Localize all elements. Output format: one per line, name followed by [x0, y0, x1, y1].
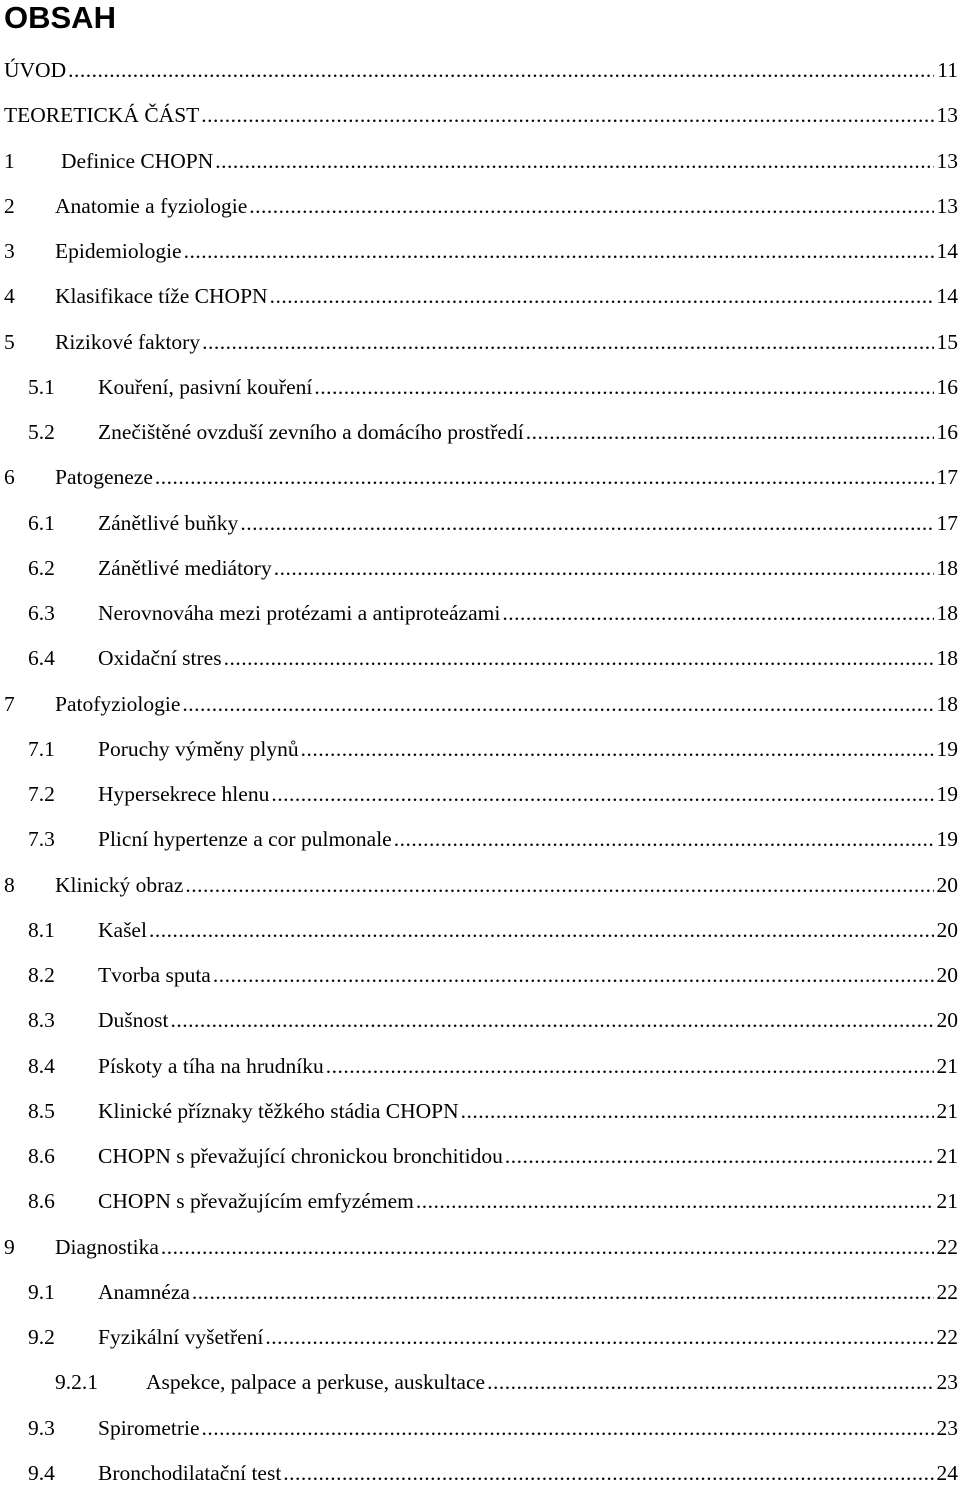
- toc-entry-line: [98, 827, 958, 852]
- toc-dot-leader: [184, 239, 934, 264]
- toc-dot-leader: [161, 1235, 934, 1260]
- toc-entry-page-number: 21: [936, 1098, 958, 1123]
- toc-entry-title[interactable]: Spirometrie: [98, 1415, 200, 1440]
- toc-entry-number: 9: [4, 1234, 15, 1259]
- toc-entry-number: 6.3: [28, 601, 55, 625]
- toc-entry-number: 5.2: [28, 420, 55, 444]
- toc-entry-line: [55, 465, 958, 490]
- toc-entry-number: 3: [4, 239, 15, 263]
- toc-dot-leader: [461, 1099, 934, 1124]
- toc-entry-title[interactable]: Hypersekrece hlenu: [98, 782, 270, 806]
- toc-entry-number: 2: [4, 193, 15, 218]
- toc-entry-title[interactable]: Plicní hypertenze a cor pulmonale: [98, 827, 392, 852]
- toc-entry-page-number: 19: [936, 782, 958, 806]
- toc-entry-number: 6: [4, 465, 15, 490]
- toc-entry-line: [98, 737, 958, 762]
- toc-dot-leader: [201, 103, 933, 128]
- toc-entry[interactable]: [0, 50, 960, 95]
- toc-entry[interactable]: [0, 638, 960, 683]
- toc-entry-page-number: 20: [936, 872, 958, 897]
- toc-entry-line: [98, 1325, 958, 1350]
- toc-entry-page-number: 17: [936, 465, 958, 490]
- toc-entry-number: 1: [4, 148, 15, 173]
- toc-entry-title[interactable]: Dušnost: [98, 1008, 169, 1033]
- toc-entry-title[interactable]: Anamnéza: [98, 1279, 190, 1304]
- toc-entry-line: [98, 1416, 958, 1441]
- toc-entry-line: [98, 1280, 958, 1305]
- toc-entry-line: [98, 511, 958, 536]
- toc-entry[interactable]: [0, 412, 960, 457]
- toc-entry-page-number: 22: [936, 1234, 958, 1259]
- toc-dot-leader: [213, 963, 934, 988]
- toc-entry-number: 7.2: [28, 782, 55, 806]
- toc-entry-number: 5.1: [28, 374, 55, 399]
- toc-dot-leader: [224, 646, 934, 671]
- toc-entry[interactable]: [0, 1091, 960, 1136]
- toc-entry[interactable]: [0, 276, 960, 321]
- toc-entry-number: 9.2.1: [55, 1370, 98, 1395]
- toc-entry-number: 6.2: [28, 555, 55, 580]
- toc-entry-number: 7.3: [28, 827, 55, 852]
- toc-entry-title[interactable]: CHOPN s převažující chronickou bronchitidou: [98, 1144, 503, 1168]
- toc-entry[interactable]: [0, 1272, 960, 1317]
- toc-dot-leader: [155, 465, 934, 490]
- toc-entry-page-number: 21: [936, 1189, 958, 1214]
- table-of-contents: [0, 50, 960, 1498]
- toc-entry-page-number: 21: [936, 1144, 958, 1168]
- toc-dot-leader: [301, 737, 934, 762]
- toc-entry[interactable]: [0, 1227, 960, 1272]
- toc-entry-title[interactable]: Oxidační stres: [98, 646, 222, 671]
- toc-entry-title[interactable]: Kašel: [98, 917, 147, 942]
- toc-entry-number: 8.6: [28, 1189, 55, 1214]
- toc-entry[interactable]: [0, 367, 960, 412]
- toc-entry-line: [98, 1008, 958, 1033]
- toc-entry-line: [4, 103, 958, 128]
- toc-entry[interactable]: [0, 548, 960, 593]
- toc-entry-line: [61, 149, 958, 174]
- toc-entry-page-number: 18: [936, 601, 958, 625]
- toc-entry-number: 9.1: [28, 1279, 55, 1304]
- page-title: OBSAH: [4, 0, 116, 35]
- toc-entry-line: [98, 1099, 958, 1124]
- toc-entry-page-number: 18: [936, 646, 958, 671]
- toc-entry[interactable]: [0, 1317, 960, 1362]
- toc-dot-leader: [249, 194, 933, 219]
- toc-entry[interactable]: [0, 141, 960, 186]
- toc-entry[interactable]: [0, 955, 960, 1000]
- toc-entry-title[interactable]: Zánětlivé buňky: [98, 510, 239, 535]
- toc-dot-leader: [202, 1416, 934, 1441]
- toc-dot-leader: [215, 149, 933, 174]
- toc-entry-title[interactable]: Nerovnováha mezi protézami a antiproteázami: [98, 601, 501, 625]
- toc-entry-title[interactable]: Epidemiologie: [55, 239, 182, 263]
- toc-entry[interactable]: [0, 1046, 960, 1091]
- toc-entry-page-number: 19: [936, 736, 958, 761]
- toc-entry-title[interactable]: Klasifikace tíže CHOPN: [55, 284, 268, 309]
- toc-entry-number: 7: [4, 691, 15, 716]
- toc-entry[interactable]: [0, 322, 960, 367]
- toc-entry-line: [55, 284, 958, 309]
- toc-entry-title[interactable]: Zánětlivé mediátory: [98, 555, 272, 580]
- toc-entry-title[interactable]: Anatomie a fyziologie: [55, 193, 248, 218]
- toc-entry[interactable]: [0, 1453, 960, 1498]
- toc-entry-number: 8.4: [28, 1053, 55, 1078]
- toc-dot-leader: [526, 420, 934, 445]
- toc-dot-leader: [487, 1370, 933, 1395]
- toc-entry-page-number: 23: [936, 1370, 958, 1395]
- toc-entry-line: [98, 1461, 958, 1486]
- toc-entry-number: 8.3: [28, 1008, 55, 1033]
- toc-entry-page-number: 13: [936, 103, 958, 128]
- toc-entry-line: [55, 330, 958, 355]
- toc-entry-title[interactable]: Patofyziologie: [55, 691, 181, 716]
- toc-dot-leader: [416, 1189, 934, 1214]
- toc-entry-title[interactable]: Poruchy výměny plynů: [98, 736, 299, 761]
- toc-entry[interactable]: [0, 865, 960, 910]
- toc-entry[interactable]: [0, 186, 960, 231]
- toc-entry-number: 9.4: [28, 1460, 55, 1485]
- toc-dot-leader: [185, 873, 933, 898]
- toc-dot-leader: [271, 782, 933, 807]
- toc-entry-page-number: 23: [936, 1415, 958, 1440]
- toc-entry[interactable]: [0, 593, 960, 638]
- toc-entry-title[interactable]: Patogeneze: [55, 465, 153, 490]
- toc-entry-line: [4, 58, 958, 83]
- toc-entry-number: 8.1: [28, 917, 55, 942]
- toc-entry[interactable]: [0, 1181, 960, 1226]
- toc-entry-page-number: 14: [936, 239, 958, 263]
- toc-entry-page-number: 14: [936, 284, 958, 309]
- toc-entry-number: 8.6: [28, 1144, 55, 1168]
- toc-entry-page-number: 19: [936, 827, 958, 852]
- toc-entry-line: [55, 1235, 958, 1260]
- toc-entry-number: 9.2: [28, 1325, 55, 1349]
- toc-entry-title[interactable]: Znečištěné ovzduší zevního a domácího prostředí: [98, 420, 524, 444]
- toc-entry[interactable]: [0, 819, 960, 864]
- toc-entry-line: [146, 1370, 958, 1395]
- toc-entry-number: 6.1: [28, 510, 55, 535]
- toc-dot-leader: [326, 1054, 934, 1079]
- toc-entry[interactable]: [0, 231, 960, 276]
- toc-entry[interactable]: [0, 457, 960, 502]
- toc-entry-title[interactable]: Kouření, pasivní kouření: [98, 374, 313, 399]
- toc-entry-line: [98, 918, 958, 943]
- toc-entry-page-number: 20: [936, 1008, 958, 1033]
- toc-entry-number: 7.1: [28, 736, 55, 761]
- toc-entry-page-number: 22: [936, 1279, 958, 1304]
- toc-entry-line: [98, 646, 958, 671]
- toc-entry-title[interactable]: Rizikové faktory: [55, 329, 201, 354]
- toc-entry-number: 8: [4, 872, 15, 897]
- toc-entry-title[interactable]: Definice CHOPN: [61, 148, 214, 173]
- toc-dot-leader: [265, 1325, 933, 1350]
- toc-entry[interactable]: [0, 774, 960, 819]
- toc-entry[interactable]: [0, 503, 960, 548]
- toc-entry[interactable]: [0, 684, 960, 729]
- toc-entry-page-number: 15: [936, 329, 958, 354]
- toc-entry-line: [55, 873, 958, 898]
- toc-entry-page-number: 18: [936, 555, 958, 580]
- toc-dot-leader: [505, 1144, 934, 1169]
- toc-entry-title[interactable]: Klinické příznaky těžkého stádia CHOPN: [98, 1098, 459, 1123]
- toc-entry-number: 6.4: [28, 646, 55, 671]
- toc-entry[interactable]: [0, 729, 960, 774]
- toc-entry-page-number: 16: [936, 420, 958, 444]
- toc-entry-page-number: 13: [936, 148, 958, 173]
- toc-entry-page-number: 17: [936, 510, 958, 535]
- toc-entry-title[interactable]: Fyzikální vyšetření: [98, 1325, 264, 1349]
- toc-entry-title[interactable]: Bronchodilatační test: [98, 1460, 282, 1485]
- toc-entry-line: [98, 601, 958, 626]
- toc-dot-leader: [202, 330, 933, 355]
- toc-entry-line: [55, 239, 958, 264]
- toc-dot-leader: [192, 1280, 934, 1305]
- toc-entry-line: [55, 692, 958, 717]
- toc-entry[interactable]: [0, 95, 960, 140]
- toc-entry-page-number: 22: [936, 1325, 958, 1349]
- toc-entry-title[interactable]: Pískoty a tíha na hrudníku: [98, 1053, 324, 1078]
- toc-entry-number: 5: [4, 329, 15, 354]
- toc-dot-leader: [394, 827, 934, 852]
- toc-entry-page-number: 24: [936, 1460, 958, 1485]
- toc-entry-title[interactable]: Aspekce, palpace a perkuse, auskultace: [146, 1370, 486, 1395]
- toc-dot-leader: [502, 601, 933, 626]
- toc-dot-leader: [274, 556, 934, 581]
- toc-entry-line: [98, 1189, 958, 1214]
- toc-entry[interactable]: [0, 1362, 960, 1407]
- toc-entry-line: [98, 1054, 958, 1079]
- toc-entry[interactable]: [0, 1408, 960, 1453]
- toc-dot-leader: [182, 692, 933, 717]
- toc-dot-leader: [283, 1461, 933, 1486]
- toc-entry-title[interactable]: Diagnostika: [55, 1234, 159, 1259]
- toc-entry-number: 8.2: [28, 963, 55, 987]
- toc-entry[interactable]: [0, 1136, 960, 1181]
- toc-entry-line: [55, 194, 958, 219]
- toc-dot-leader: [170, 1008, 933, 1033]
- toc-entry-title[interactable]: ÚVOD: [4, 58, 67, 82]
- toc-entry-title[interactable]: TEORETICKÁ ČÁST: [4, 103, 200, 128]
- toc-entry-line: [98, 963, 958, 988]
- toc-entry[interactable]: [0, 1000, 960, 1045]
- toc-entry-title[interactable]: Klinický obraz: [55, 872, 184, 897]
- toc-dot-leader: [68, 58, 934, 83]
- toc-dot-leader: [314, 375, 933, 400]
- toc-entry-page-number: 20: [936, 917, 958, 942]
- toc-entry-title[interactable]: CHOPN s převažujícím emfyzémem: [98, 1189, 414, 1214]
- toc-entry-page-number: 20: [936, 963, 958, 987]
- toc-entry-number: 4: [4, 284, 15, 309]
- toc-entry-line: [98, 556, 958, 581]
- toc-entry-page-number: 11: [937, 58, 958, 82]
- toc-entry[interactable]: [0, 910, 960, 955]
- toc-dot-leader: [240, 511, 933, 536]
- toc-entry-line: [98, 782, 958, 807]
- toc-dot-leader: [270, 284, 934, 309]
- toc-dot-leader: [149, 918, 934, 943]
- toc-entry-page-number: 21: [936, 1053, 958, 1078]
- toc-entry-line: [98, 375, 958, 400]
- toc-entry-page-number: 18: [936, 691, 958, 716]
- toc-entry-title[interactable]: Tvorba sputa: [98, 963, 211, 987]
- toc-entry-page-number: 16: [936, 374, 958, 399]
- toc-entry-page-number: 13: [936, 193, 958, 218]
- toc-entry-number: 9.3: [28, 1415, 55, 1440]
- toc-entry-number: 8.5: [28, 1098, 55, 1123]
- toc-entry-line: [98, 1144, 958, 1169]
- toc-entry-line: [98, 420, 958, 445]
